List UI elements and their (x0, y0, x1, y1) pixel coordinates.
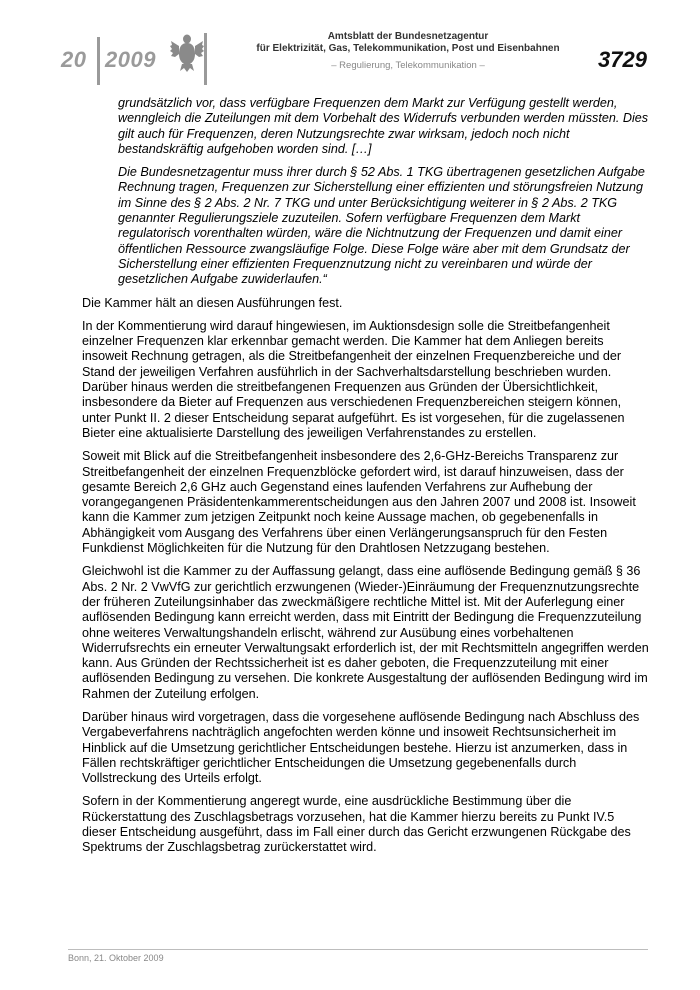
publication-title (248, 31, 568, 55)
logo-divider (204, 33, 207, 85)
footer-divider (68, 949, 648, 950)
quote-paragraph-2: Die Bundesnetzagentur muss ihrer durch § 52 Abs. 1 TKG übertragenen gesetzlichen Aufgabe Rechnung tragen, Frequenzen zur Sicherstellung einer effizienten und störungsfreien Nutzung im Sinne des § 2 Abs. 2 Nr. 7 TKG und unter Berücksichtigung weiterer in § 2 Abs. 2 TKG genannter Regulierungsziele zuzuteilen. Sofern verfügbare Frequenzen dem Markt regulatorisch vorenthalten würden, wäre die Nichtnutzung der Frequenzen und damit einer öffentlichen Ressource zwangsläufige Folge. Diese Folge wäre aber mit dem Grundsatz der Sicherstellung einer effizienten Frequenznutzung nicht zu vereinbaren und würde der gesetzlichen Aufgabe zuwiderlaufen.“ (118, 165, 645, 287)
footer-place-date: Bonn, 21. Oktober 2009 (68, 953, 164, 963)
issue-year: 2009 (105, 47, 156, 72)
page-number: 3729 (598, 47, 647, 72)
quote-paragraph-1: grundsätzlich vor, dass verfügbare Frequenzen dem Markt zur Verfügung gestellt werden, wenngleich die Zuteilungen mit dem Vorbehalt des Widerrufs verbunden werden müssten. Dies gilt auch für Frequenzen, deren Nutzungsrechte zwar wirksam, jedoch noch nicht bestandskräftig aufgehoben worden sind. […] (118, 96, 649, 156)
page-header (0, 0, 700, 85)
body-paragraph-3: Soweit mit Blick auf die Streitbefangenheit insbesondere des 2,6-GHz-Bereichs Transparenz zur Streitbefangenheit der einzelnen Frequenzblöcke gefordert wird, ist darauf hinzuweisen, dass der gesamte Bereich 2,6 GHz auch Gegenstand eines laufenden Verfahrens zur Aufhebung der vorangegangenen Präsidentenkammerentscheidungen aus den Jahren 2007 und 2008 ist. Insoweit kann die Kammer zum jetzigen Zeitpunkt noch keine Aussage machen, ob gegebenenfalls in Abhängigkeit vom Ausgang des Verfahrens über einen Verlängerungsanspruch für den Festen Funkdienst Möglichkeiten für die Nutzung für den Drahtlosen Netzzugang bestehen. (82, 449, 636, 556)
body-paragraph-2: In der Kommentierung wird darauf hingewiesen, im Auktionsdesign solle die Streitbefangenheit einzelner Frequenzen klar erkennbar gemacht werden. Die Kammer hat dem Anliegen bereits insoweit Rechnung getragen, als die Streitbefangenheit der einzelnen Frequenzbereiche und der Stand der jeweiligen Verfahren ausführlich in der Sachverhaltsdarstellung beschrieben wurden. Darüber hinaus werden die streitbefangenen Frequenzen aus Gründen der Übersichtlichkeit, insbesondere da Bieter auf Frequenzen aus verschiedenen Frequenzbereichen steigern können, unter Punkt II. 2 dieser Entscheidung separat aufgeführt. Es ist vorgesehen, für die zugelassenen Bieter eine aktualisierte Darstellung des jeweiligen Verfahrenstandes zu erstellen. (82, 318, 625, 440)
body-paragraph-6: Sofern in der Kommentierung angeregt wurde, eine ausdrückliche Bestimmung über die Rückerstattung des Zuschlagsbetrags vorzusehen, hat die Kammer hierzu bereits zu Punkt IV.5 dieser Entscheidung ausgeführt, dass im Fall einer durch das Gericht erzwungenen Rückgabe des Spektrums der Zuschlagsbetrag zurückerstattet wird. (82, 794, 631, 855)
publication-title-line2: für Elektrizität, Gas, Telekommunikation, Post und Eisenbahnen (256, 43, 560, 54)
publication-title-line1: Amtsblatt der Bundesnetzagentur (327, 31, 489, 42)
body-paragraph-4: Gleichwohl ist die Kammer zu der Auffassung gelangt, dass eine auflösende Bedingung gemäß § 36 Abs. 2 Nr. 2 VwVfG zur gerichtlich erzwungenen (Wieder-)Einräumung der Frequenznutzungsrechte der früheren Zuteilungsinhaber das zweckmäßigere rechtliche Mittel ist. Mit der Auferlegung einer auflösenden Bedingung kann erreicht werden, dass mit Eintritt der Bedingung die Frequenzzuteilung ohne weiteres Verwaltungshandeln erlischt, während zur Ausübung eines vorbehaltenen Widerrufsrechts ein erneuter Verwaltungsakt erforderlich ist, der mit Rechtsmitteln angegriffen werden kann. Aus Gründen der Rechtssicherheit ist es daher geboten, die Frequenzzuteilung mit einer auflösenden Bedingung zu versehen. Die konkrete Ausgestaltung der auflösenden Bedingung wird im Rahmen der Zuteilung erfolgen. (82, 564, 649, 701)
issue-number: 20 (61, 47, 87, 72)
publication-subtitle: – Regulierung, Telekommunikation – (331, 60, 485, 71)
page-body (82, 96, 652, 864)
federal-eagle-icon (170, 32, 204, 72)
body-paragraph-1: Die Kammer hält an diesen Ausführungen fest. (82, 295, 343, 310)
body-paragraph-5: Darüber hinaus wird vorgetragen, dass die vorgesehene auflösende Bedingung nach Abschluss des Vergabeverfahrens nachträglich angefochten werden könne und insoweit Rechtsunsicherheit im Hinblick auf die Umsetzung gerichtlicher Entscheidungen bestehe. Hierzu ist anzumerken, dass in Fällen rechtskräftiger gerichtlicher Entscheidungen die Umsetzung gegebenenfalls durch Vollstreckung des Urteils erfolgt. (82, 709, 640, 786)
issue-divider (97, 37, 100, 85)
